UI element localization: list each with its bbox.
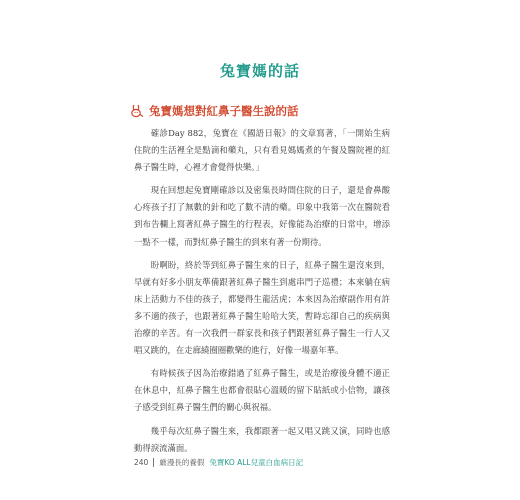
paragraph: 幾乎每次紅鼻子醫生來，我都跟著一起又唱又跳又演，同時也感動得淚流滿面。 <box>134 425 390 453</box>
page-title: 兔寶媽的話 <box>219 62 300 80</box>
paragraph: 盼啊盼，終於等到紅鼻子醫生來的日子，紅鼻子醫生還沒來到，早就有好多小朋友準備跟著紅鼻子醫生到處串門子巡禮；本來躺在病床上活動力不佳的孩子，都變得生龍活虎；本來因為治療副作用有許多不適的孩子，也跟著紅鼻子醫生哈哈大笑，暫時忘卻自己的疾病與治療的辛苦。有一次我們一群家長和孩子們跟著紅鼻子醫生一行人又唱又跳的，在走廊繞圈圈歡樂的進行，好像一場嘉年華。 <box>134 259 390 356</box>
rabbit-icon <box>130 104 144 118</box>
book-title: 兔寶KO ALL兒童白血病日記 <box>209 458 304 467</box>
paragraph: 有時候孩子因為治療錯過了紅鼻子醫生，或是治療後身體不適正在休息中，紅鼻子醫生也都會很貼心溫暖的留下貼紙或小信物，讓孩子感受到紅鼻子醫生們的關心與祝福。 <box>134 368 390 413</box>
footer-divider <box>153 458 154 467</box>
section-heading <box>130 103 299 119</box>
paragraph: 現在回想起兔寶剛確診以及密集長時間住院的日子，還是會鼻酸心疼孩子打了無數的針和吃了數不清的藥。印象中我第一次在醫院看到布告欄上寫著紅鼻子醫生的行程表，好像能為治療的日常中，增添一點不一樣，而對紅鼻子醫生的到來有著一份期待。 <box>134 185 390 247</box>
page-number: 240 <box>134 458 149 467</box>
body-text <box>134 125 390 463</box>
page-footer <box>134 457 303 468</box>
paragraph: 確診Day 882，兔寶在《國語日報》的文章寫著，「一開始生病住院的生活裡全是點滴和藥丸，只有看見媽媽煮的午餐及醫院裡的紅鼻子醫生時，心裡才會覺得快樂。」 <box>134 128 390 173</box>
section-heading-text: 兔寶媽想對紅鼻子醫生說的話 <box>149 104 299 118</box>
part-title: 厳漫長的養假 <box>159 458 205 467</box>
